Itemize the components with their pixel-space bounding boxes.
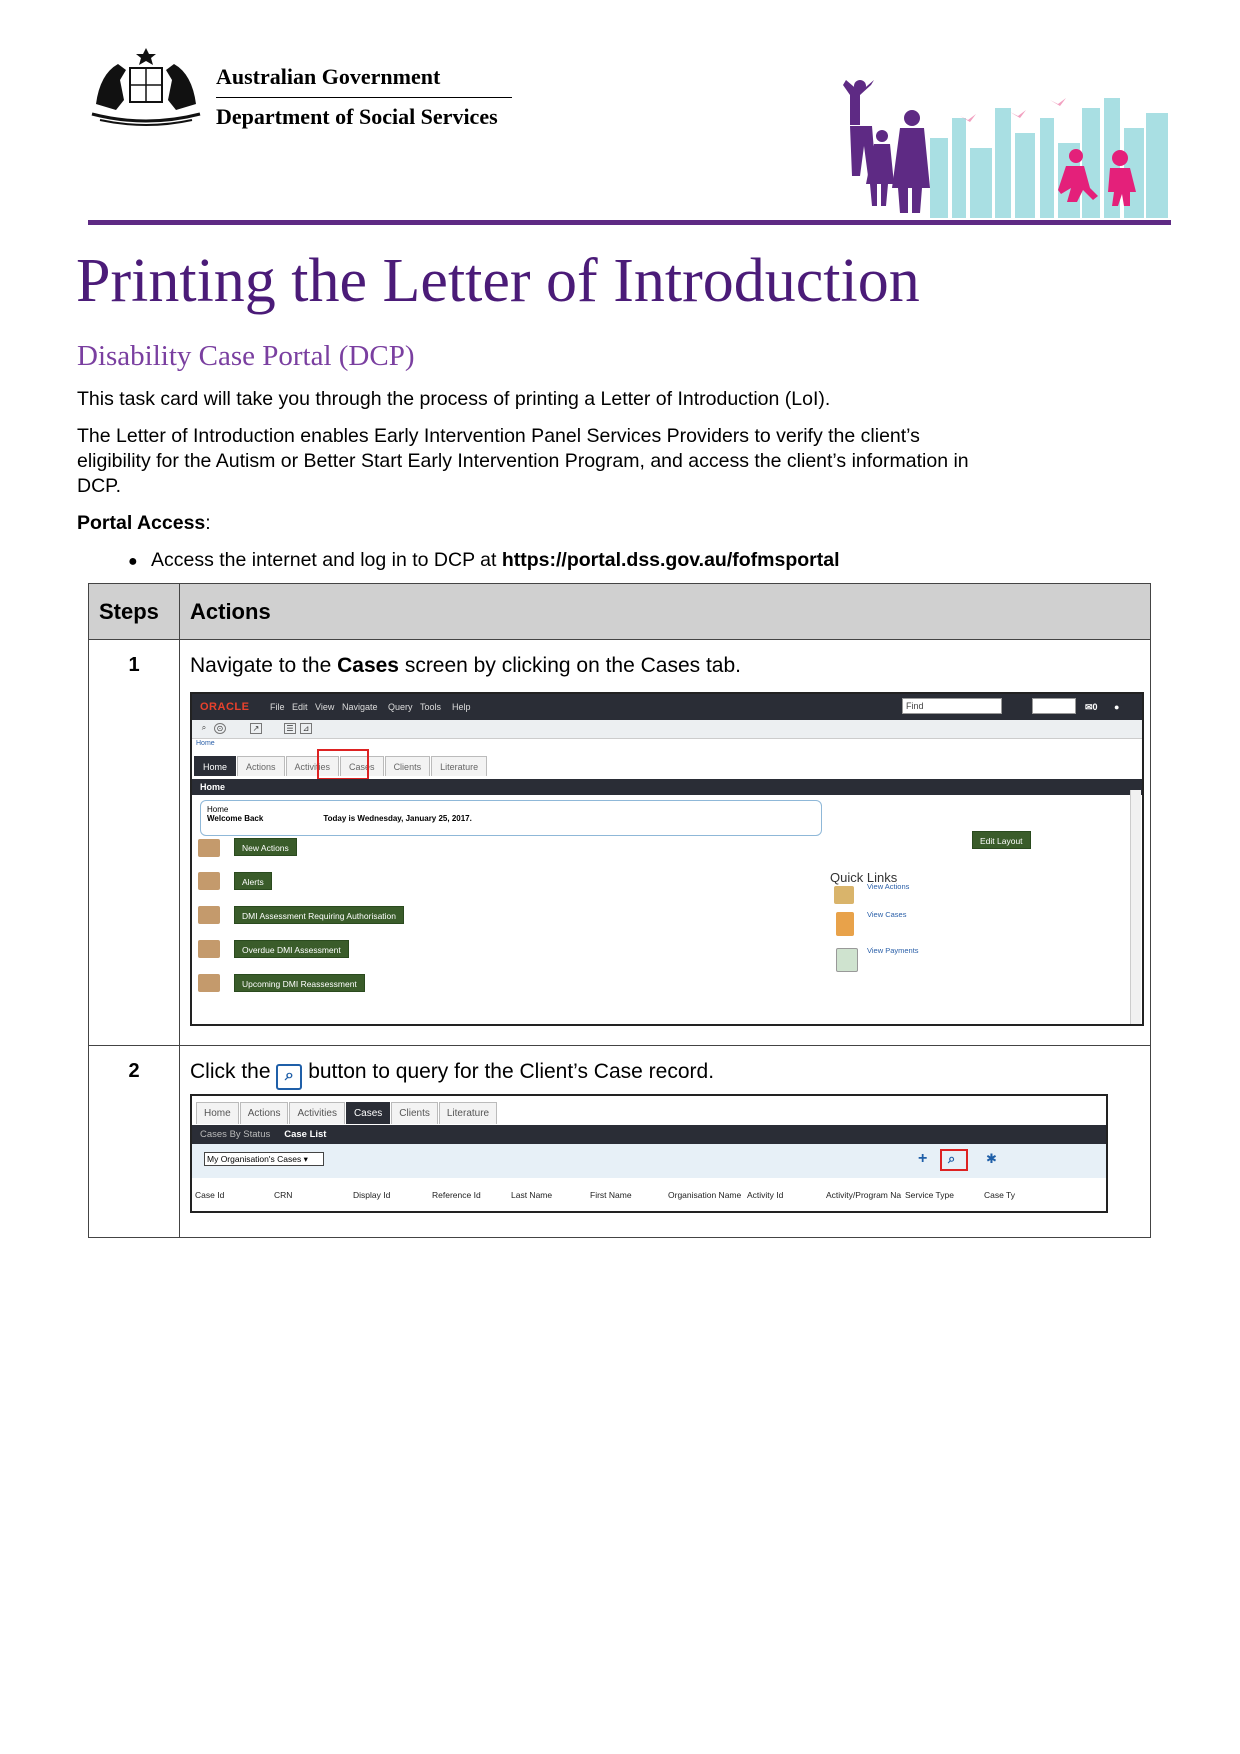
welcome-panel [200,800,822,836]
search-icon[interactable]: ⌕ [948,1151,956,1166]
list-icon[interactable]: ☰ [284,723,296,734]
step-instruction [190,654,1150,678]
step-action [180,640,1151,1046]
step-action [180,1046,1151,1238]
tab-home[interactable]: Home [194,756,236,776]
menu-tools[interactable]: Tools [420,702,442,712]
cases-icon [836,912,854,936]
oracle-logo: ORACLE [200,701,250,713]
instruction-bold: Cases [337,654,399,677]
menu-navigate[interactable]: Navigate [342,702,378,712]
notification-icon[interactable]: ✉0 [1085,702,1098,712]
view-actions-link[interactable]: View Actions [867,882,910,891]
gov-name: Australian Government [216,64,441,89]
notification-count: 0 [1092,702,1098,712]
instruction-text: Click the [190,1060,277,1083]
case-filter-value: My Organisation's Cases [207,1154,302,1164]
column-header[interactable]: Activity/Program Na [826,1190,902,1200]
subtab-case-list[interactable]: Case List [284,1129,327,1140]
page-title: Printing the Letter of Introduction [76,247,920,315]
query-icon[interactable]: ⊙ [214,723,226,734]
view-cases-link[interactable]: View Cases [867,910,907,919]
search-icon[interactable]: ⌕ [201,723,207,732]
find-select[interactable]: Find [902,698,1002,714]
case-tabs [196,1102,498,1124]
cases-tab-highlight [317,749,369,780]
welcome-back: Welcome Back [207,814,264,823]
oracle-menubar [192,694,1142,720]
menu-view[interactable]: View [315,702,335,712]
folder-icon [198,906,220,924]
steps-header: Steps [89,584,180,640]
dept-name: Department of Social Services [216,104,498,129]
add-icon[interactable]: + [918,1150,928,1167]
overdue-dmi-button[interactable]: Overdue DMI Assessment [234,940,349,958]
clipboard-icon [834,886,854,904]
table-row [89,1046,1151,1238]
column-header[interactable]: Service Type [905,1190,954,1200]
steps-table [88,583,1151,1238]
upcoming-dmi-button[interactable]: Upcoming DMI Reassessment [234,974,365,992]
folder-icon [198,940,220,958]
today-text: Today is Wednesday, January 25, 2017. [323,814,472,823]
tab-actions[interactable]: Actions [240,1102,289,1124]
menu-edit[interactable]: Edit [292,702,308,712]
link-icon[interactable]: ↗ [250,723,262,734]
intro-paragraph: This task card will take you through the process of printing a Letter of Introduction (LoI). [77,388,831,410]
chart-icon[interactable]: ⊿ [300,723,312,734]
clipboard-icon [198,872,220,890]
step-number: 1 [89,640,180,1046]
tab-actions[interactable]: Actions [237,756,285,776]
column-header[interactable]: Case Ty [984,1190,1016,1200]
step-number: 2 [89,1046,180,1238]
tab-clients[interactable]: Clients [391,1102,438,1124]
column-header[interactable]: Reference Id [432,1190,481,1200]
query-bar [192,1144,1106,1178]
welcome-row [207,814,815,823]
menu-query[interactable]: Query [388,702,413,712]
column-header[interactable]: Organisation Name [668,1190,742,1200]
actions-header: Actions [180,584,1151,640]
alerts-button[interactable]: Alerts [234,872,272,890]
table-row [89,640,1151,1046]
column-header[interactable]: Last Name [511,1190,553,1200]
folder-icon [198,974,220,992]
tab-clients[interactable]: Clients [385,756,431,776]
case-filter-select[interactable]: My Organisation's Cases ▾ [204,1152,324,1166]
toolbar [192,720,1142,739]
subtab-cases-by-status[interactable]: Cases By Status [200,1129,271,1140]
instruction-text: button to query for the Client’s Case record. [302,1060,715,1083]
user-icon[interactable]: ● [1114,702,1120,712]
clipboard-icon [198,839,220,857]
tab-cases[interactable]: Cases [346,1102,390,1124]
scrollbar[interactable] [1130,790,1141,1024]
dmi-assessment-button[interactable]: DMI Assessment Requiring Authorisation [234,906,404,924]
column-header[interactable]: Display Id [353,1190,391,1200]
portal-access-label: Portal Access [77,512,206,534]
family-city-illustration [820,78,1172,228]
case-list-screenshot [190,1094,1108,1213]
gov-divider [216,97,512,98]
page-subtitle: Disability Case Portal (DCP) [77,340,415,372]
column-header[interactable]: CRN [274,1190,293,1200]
gear-icon[interactable]: ✱ [986,1151,997,1166]
search-button-icon: ⌕ [276,1064,302,1090]
step-instruction [190,1060,1150,1090]
portal-url-link[interactable]: https://portal.dss.gov.au/fofmsportal [501,549,840,571]
portal-access-colon: : [205,512,211,534]
bullet-point: ● [128,553,138,570]
menu-help[interactable]: Help [452,702,471,712]
instruction-text: Navigate to the [190,654,338,677]
payments-icon [836,948,858,972]
tab-cases[interactable]: Cases [340,756,384,776]
view-payments-link[interactable]: View Payments [867,946,919,955]
home-screenshot [190,692,1144,1026]
column-header[interactable]: Activity Id [747,1190,784,1200]
home-bar: Home [192,779,1142,795]
welcome-home: Home [207,805,229,814]
description-paragraph: The Letter of Introduction enables Early Intervention Panel Services Providers to verify the client’s eligibility for the Autism or Better Start Early Intervention Program, and access the client’s information in DCP. [77,425,969,497]
table-header-row [89,584,1151,640]
tab-activities[interactable]: Activities [289,1102,344,1124]
breadcrumb[interactable]: Home [196,740,215,747]
find-scope-select[interactable] [1032,698,1076,714]
column-header[interactable]: First Name [590,1190,632,1200]
tab-home[interactable]: Home [196,1102,239,1124]
case-subtabs [192,1125,1106,1144]
bullet-item [151,548,1071,573]
tab-literature[interactable]: Literature [431,756,487,776]
tab-literature[interactable]: Literature [439,1102,497,1124]
quick-links-title: Quick Links [830,870,898,885]
edit-layout-button[interactable]: Edit Layout [972,831,1031,849]
instruction-text: screen by clicking on the Cases tab. [398,654,741,677]
header-divider [88,220,1171,225]
portal-access-heading [77,511,997,536]
column-header[interactable]: Case Id [195,1190,225,1200]
bullet-text: Access the internet and log in to DCP at [151,549,502,571]
menu-file[interactable]: File [270,702,285,712]
tab-activities[interactable]: Activities [286,756,340,776]
coat-of-arms-logo [86,44,206,128]
new-actions-button[interactable]: New Actions [234,838,297,856]
